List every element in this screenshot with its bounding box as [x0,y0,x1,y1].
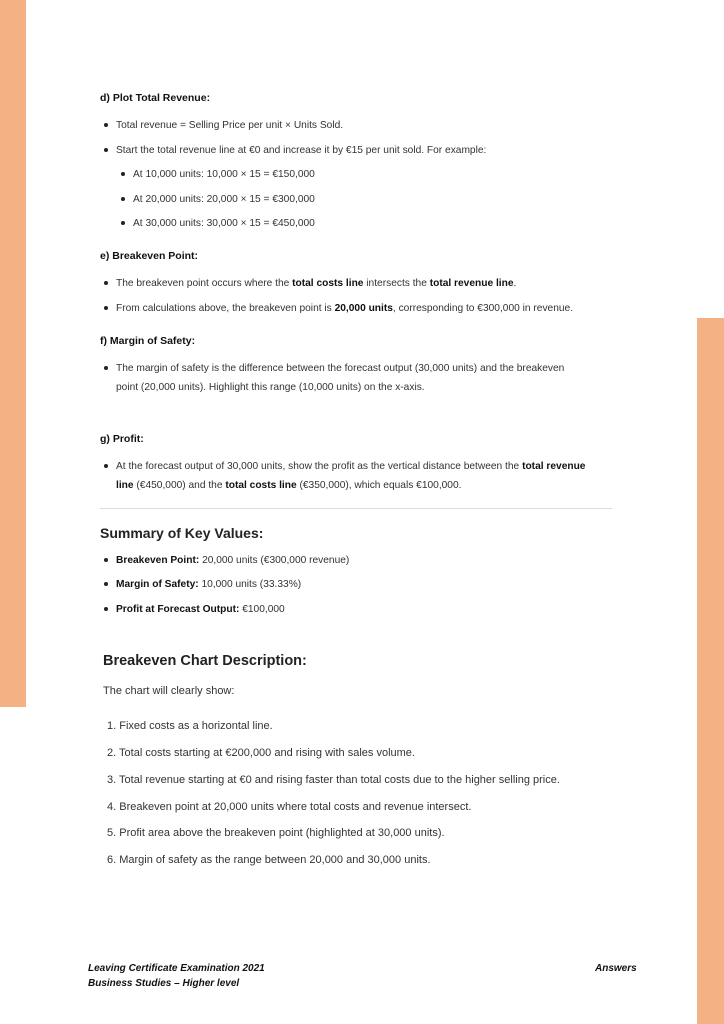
footer-exam-title: Leaving Certificate Examination 2021 [88,963,265,974]
list-item: 2. Total costs starting at €200,000 and rising with sales volume. [107,747,415,759]
section-e-heading: e) Breakeven Point: [100,250,199,262]
list-item: Profit at Forecast Output: €100,000 [116,600,285,619]
list-item: The breakeven point occurs where the total costs line intersects the total revenue line. [116,274,516,293]
list-item: Total revenue = Selling Price per unit × Units Sold. [116,116,343,135]
list-item: At 10,000 units: 10,000 × 15 = €150,000 [133,165,315,184]
chart-description-intro: The chart will clearly show: [103,685,235,697]
chart-description-heading: Breakeven Chart Description: [103,653,307,669]
list-item: 6. Margin of safety as the range between 20,000 and 30,000 units. [107,854,431,866]
footer-answers-label: Answers [595,963,637,974]
list-item: At 30,000 units: 30,000 × 15 = €450,000 [133,214,315,233]
list-item: From calculations above, the breakeven point is 20,000 units, corresponding to €300,000 in revenue. [116,299,573,318]
list-item: The margin of safety is the difference between the forecast output (30,000 units) and the breakeven point (20,000 units). Highlight this range (10,000 units) on the x-axis. [116,359,564,397]
list-item: Breakeven Point: 20,000 units (€300,000 revenue) [116,551,349,570]
section-d-heading: d) Plot Total Revenue: [100,92,211,104]
section-g-heading: g) Profit: [100,433,144,445]
summary-heading: Summary of Key Values: [100,525,264,541]
divider [100,508,612,509]
list-item: 1. Fixed costs as a horizontal line. [107,720,273,732]
footer-subject: Business Studies – Higher level [88,978,240,989]
list-item: Start the total revenue line at €0 and increase it by €15 per unit sold. For example: [116,141,486,160]
section-f-heading: f) Margin of Safety: [100,335,196,347]
list-item: At the forecast output of 30,000 units, show the profit as the vertical distance between the total revenue line (€450,000) and the total costs line (€350,000), which equals €100,000. [116,457,585,495]
list-item: At 20,000 units: 20,000 × 15 = €300,000 [133,190,315,209]
list-item: Margin of Safety: 10,000 units (33.33%) [116,575,301,594]
list-item: 4. Breakeven point at 20,000 units where total costs and revenue intersect. [107,801,472,813]
list-item: 3. Total revenue starting at €0 and rising faster than total costs due to the higher selling price. [107,774,560,786]
list-item: 5. Profit area above the breakeven point (highlighted at 30,000 units). [107,827,445,839]
